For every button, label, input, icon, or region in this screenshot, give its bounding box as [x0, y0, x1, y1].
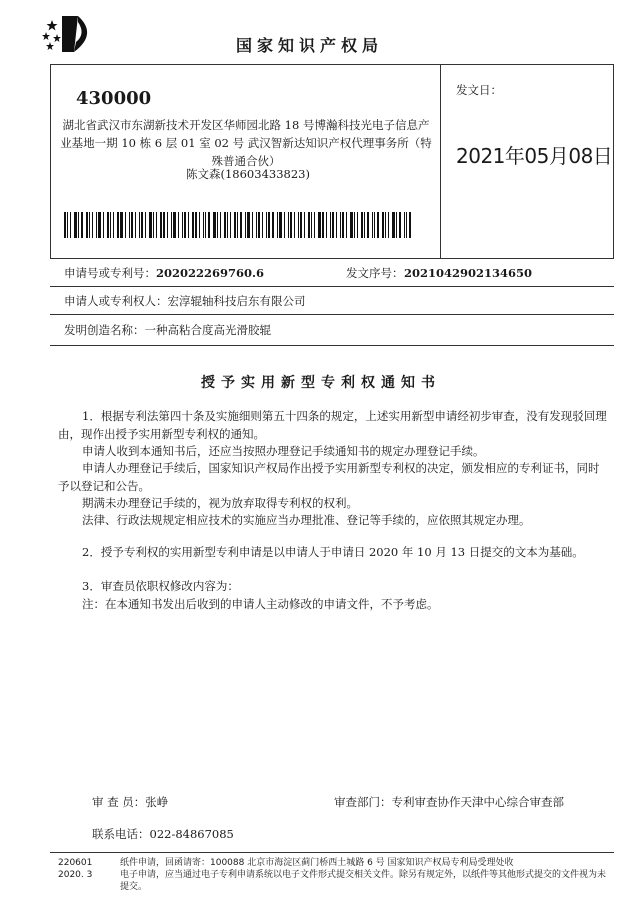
- barcode-bar: [392, 212, 395, 238]
- barcode-bar: [409, 212, 411, 238]
- dispatch-serial-label: 发文序号：: [346, 265, 404, 280]
- barcode-bar: [288, 212, 289, 238]
- barcode-bar: [81, 212, 83, 238]
- barcode-bar: [354, 212, 355, 238]
- barcode-bar: [188, 212, 189, 238]
- barcode-bar: [382, 212, 384, 238]
- barcode-bar: [64, 212, 66, 238]
- barcode-bar: [406, 212, 407, 238]
- barcode-bar: [184, 212, 186, 238]
- frame-top-rule: [50, 64, 614, 65]
- barcode-bar: [163, 212, 165, 238]
- barcode-bar: [262, 212, 263, 238]
- applicant-row: [50, 286, 614, 314]
- barcode-bar: [224, 212, 226, 238]
- invention-title-row: [50, 314, 614, 346]
- barcode-bar: [332, 212, 334, 238]
- frame-left-rule: [50, 64, 51, 258]
- notice-paragraph: 3．审查员依职权修改内容为：: [82, 579, 239, 593]
- barcode-bar: [230, 212, 231, 238]
- barcode-bar: [86, 212, 88, 238]
- notice-paragraph: 申请人办理登记手续后，国家知识产权局作出授予实用新型专利权的决定，颁发相应的专利证书，同时予以登记和公告。: [58, 461, 600, 493]
- barcode-bar: [357, 212, 358, 238]
- barcode-bar: [311, 212, 312, 238]
- barcode-bar: [220, 212, 221, 238]
- barcode-bar: [364, 212, 365, 238]
- barcode-bar: [300, 212, 302, 238]
- cnipa-logo-icon: [40, 12, 100, 56]
- barcode-bar: [247, 212, 250, 238]
- barcode-bar: [227, 212, 228, 238]
- barcode-bar: [322, 212, 324, 238]
- barcode-bar: [290, 212, 292, 238]
- barcode-bar: [153, 212, 154, 238]
- dispatch-date: 2021年05月08日: [456, 144, 613, 168]
- barcode-bar: [256, 212, 257, 238]
- notice-paragraph: 1．根据专利法第四十条及实施细则第五十四条的规定，上述实用新型申请经初步审查，没有发现驳回理由，现作出授予实用新型专利权的通知。: [58, 409, 607, 441]
- barcode-bar: [388, 212, 389, 238]
- barcode-bar: [396, 212, 397, 238]
- barcode-bar: [98, 212, 101, 238]
- barcode-bar: [92, 212, 93, 238]
- barcode-bar: [258, 212, 260, 238]
- barcode-bar: [399, 212, 401, 238]
- barcode-bar: [367, 212, 369, 238]
- examining-department: 审查部门：专利审查协作天津中心综合审查部: [334, 795, 564, 809]
- notice-note: 注：在本通知书发出后收到的申请人主动修改的申请文件，不予考虑。: [82, 597, 439, 611]
- invention-title: 一种高粘合度高光滑胶辊: [144, 323, 271, 337]
- barcode-bar: [237, 212, 238, 238]
- barcode-bar: [336, 212, 337, 238]
- barcode-bar: [240, 212, 242, 238]
- barcode-bar: [213, 212, 216, 238]
- barcode-bar: [245, 212, 246, 238]
- barcode-bar: [156, 212, 157, 238]
- barcode-bar: [167, 212, 168, 238]
- barcode-bar: [377, 212, 379, 238]
- barcode-bar: [182, 212, 183, 238]
- recipient-address: 湖北省武汉市东湖新技术开发区华师园北路 18 号博瀚科技光电子信息产业基地一期 10 栋 6 层 01 室 02 号 武汉智新达知识产权代理事务所（特殊普通合伙）: [60, 118, 432, 168]
- barcode-bar: [192, 212, 194, 238]
- barcode-bar: [374, 212, 375, 238]
- application-number-row: [50, 258, 614, 286]
- barcode-bar: [139, 212, 140, 238]
- form-code: [58, 857, 92, 881]
- barcode-bar: [404, 212, 405, 238]
- notice-title: 授予实用新型专利权通知书: [201, 375, 441, 391]
- barcode-bar: [129, 212, 130, 238]
- notice-paragraph: 法律、行政法规规定相应技术的实施应当办理批准、登记等手续的，应依照其规定办理。: [82, 513, 531, 527]
- barcode-bar: [279, 212, 282, 238]
- barcode-bar: [326, 212, 327, 238]
- barcode-bar: [298, 212, 299, 238]
- barcode-bar: [120, 212, 123, 238]
- application-number-label: 申请号或专利号：: [64, 265, 156, 280]
- barcode-bar: [113, 212, 114, 238]
- barcode-bar: [304, 212, 305, 238]
- barcode-bar: [342, 212, 344, 238]
- barcode-bar: [70, 212, 71, 238]
- barcode-bar: [252, 212, 253, 238]
- barcode-bar: [234, 212, 236, 238]
- barcode-bar: [173, 212, 176, 238]
- barcode-bar: [372, 212, 373, 238]
- barcode-bar: [96, 212, 97, 238]
- barcode-bar: [294, 212, 295, 238]
- form-version: 2020. 3: [58, 870, 93, 880]
- recipient-contact: 陈文森(18603433823): [186, 167, 310, 181]
- barcode-bar: [131, 212, 133, 238]
- barcode-bar: [178, 212, 179, 238]
- notice-paragraph: 2．授予专利权的实用新型专利申请是以申请人于申请日 2020 年 10 月 13 日提交的文本为基础。: [82, 545, 584, 559]
- barcode-bar: [135, 212, 136, 238]
- notice-paragraph: 申请人收到本通知书后，还应当按照办理登记手续通知书的规定办理登记手续。: [82, 444, 485, 458]
- barcode-bar: [107, 212, 109, 238]
- barcode-bar: [308, 212, 310, 238]
- barcode-bar: [160, 212, 162, 238]
- application-number: 202022269760.6: [156, 265, 265, 280]
- applicant-label: 申请人或专利权人：: [64, 293, 168, 308]
- barcode-bar: [340, 212, 341, 238]
- frame-right-rule: [613, 64, 614, 258]
- barcode-bar: [199, 212, 200, 238]
- footer-instructions: [120, 857, 610, 893]
- barcode-bar: [110, 212, 111, 238]
- barcode-bar: [208, 212, 210, 238]
- contact-phone: 联系电话：022-84867085: [92, 827, 234, 841]
- barcode-icon: [64, 212, 414, 238]
- barcode-bar: [314, 212, 315, 238]
- examiner: 审 查 员：张峥: [92, 795, 169, 809]
- barcode-bar: [74, 212, 77, 238]
- barcode-bar: [266, 212, 267, 238]
- frame-divider: [440, 64, 441, 258]
- postcode: 430000: [76, 88, 152, 109]
- footer-paper-instructions: 纸件申请，回函请寄：100088 北京市海淀区蓟门桥西土城路 6 号 国家知识产权局专利局受理处收: [120, 858, 514, 868]
- barcode-bar: [117, 212, 119, 238]
- barcode-bar: [125, 212, 126, 238]
- barcode-bar: [89, 212, 90, 238]
- barcode-bar: [217, 212, 218, 238]
- invention-title-label: 发明创造名称：: [64, 323, 145, 337]
- office-name: 国家知识产权局: [236, 36, 384, 55]
- barcode-bar: [284, 212, 285, 238]
- barcode-bar: [330, 212, 331, 238]
- barcode-bar: [346, 212, 347, 238]
- barcode-bar: [272, 212, 274, 238]
- applicant-name: 宏淳辊轴科技启东有限公司: [167, 293, 306, 308]
- barcode-bar: [203, 212, 204, 238]
- barcode-bar: [277, 212, 278, 238]
- barcode-bar: [103, 212, 104, 238]
- barcode-bar: [268, 212, 270, 238]
- barcode-bar: [385, 212, 386, 238]
- barcode-bar: [361, 212, 363, 238]
- barcode-bar: [67, 212, 68, 238]
- barcode-bar: [350, 212, 353, 238]
- dispatch-serial-number: 2021042902134650: [404, 265, 533, 280]
- barcode-bar: [205, 212, 206, 238]
- barcode-bar: [318, 212, 321, 238]
- footer-rule: [50, 852, 614, 853]
- form-number: 220601: [58, 858, 93, 868]
- notice-paragraph: 期满未办理登记手续的，视为放弃取得专利权的权利。: [82, 496, 358, 510]
- barcode-bar: [141, 212, 143, 238]
- barcode-bar: [145, 212, 146, 238]
- footer-electronic-instructions: 电子申请，应当通过电子专利申请系统以电子文件形式提交相关文件。除另有规定外，以纸件等其他形式提交的文件视为未提交。: [120, 870, 607, 892]
- dispatch-date-label: 发文日：: [456, 83, 502, 97]
- barcode-bar: [149, 212, 152, 238]
- barcode-bar: [171, 212, 172, 238]
- barcode-bar: [195, 212, 197, 238]
- barcode-bar: [78, 212, 79, 238]
